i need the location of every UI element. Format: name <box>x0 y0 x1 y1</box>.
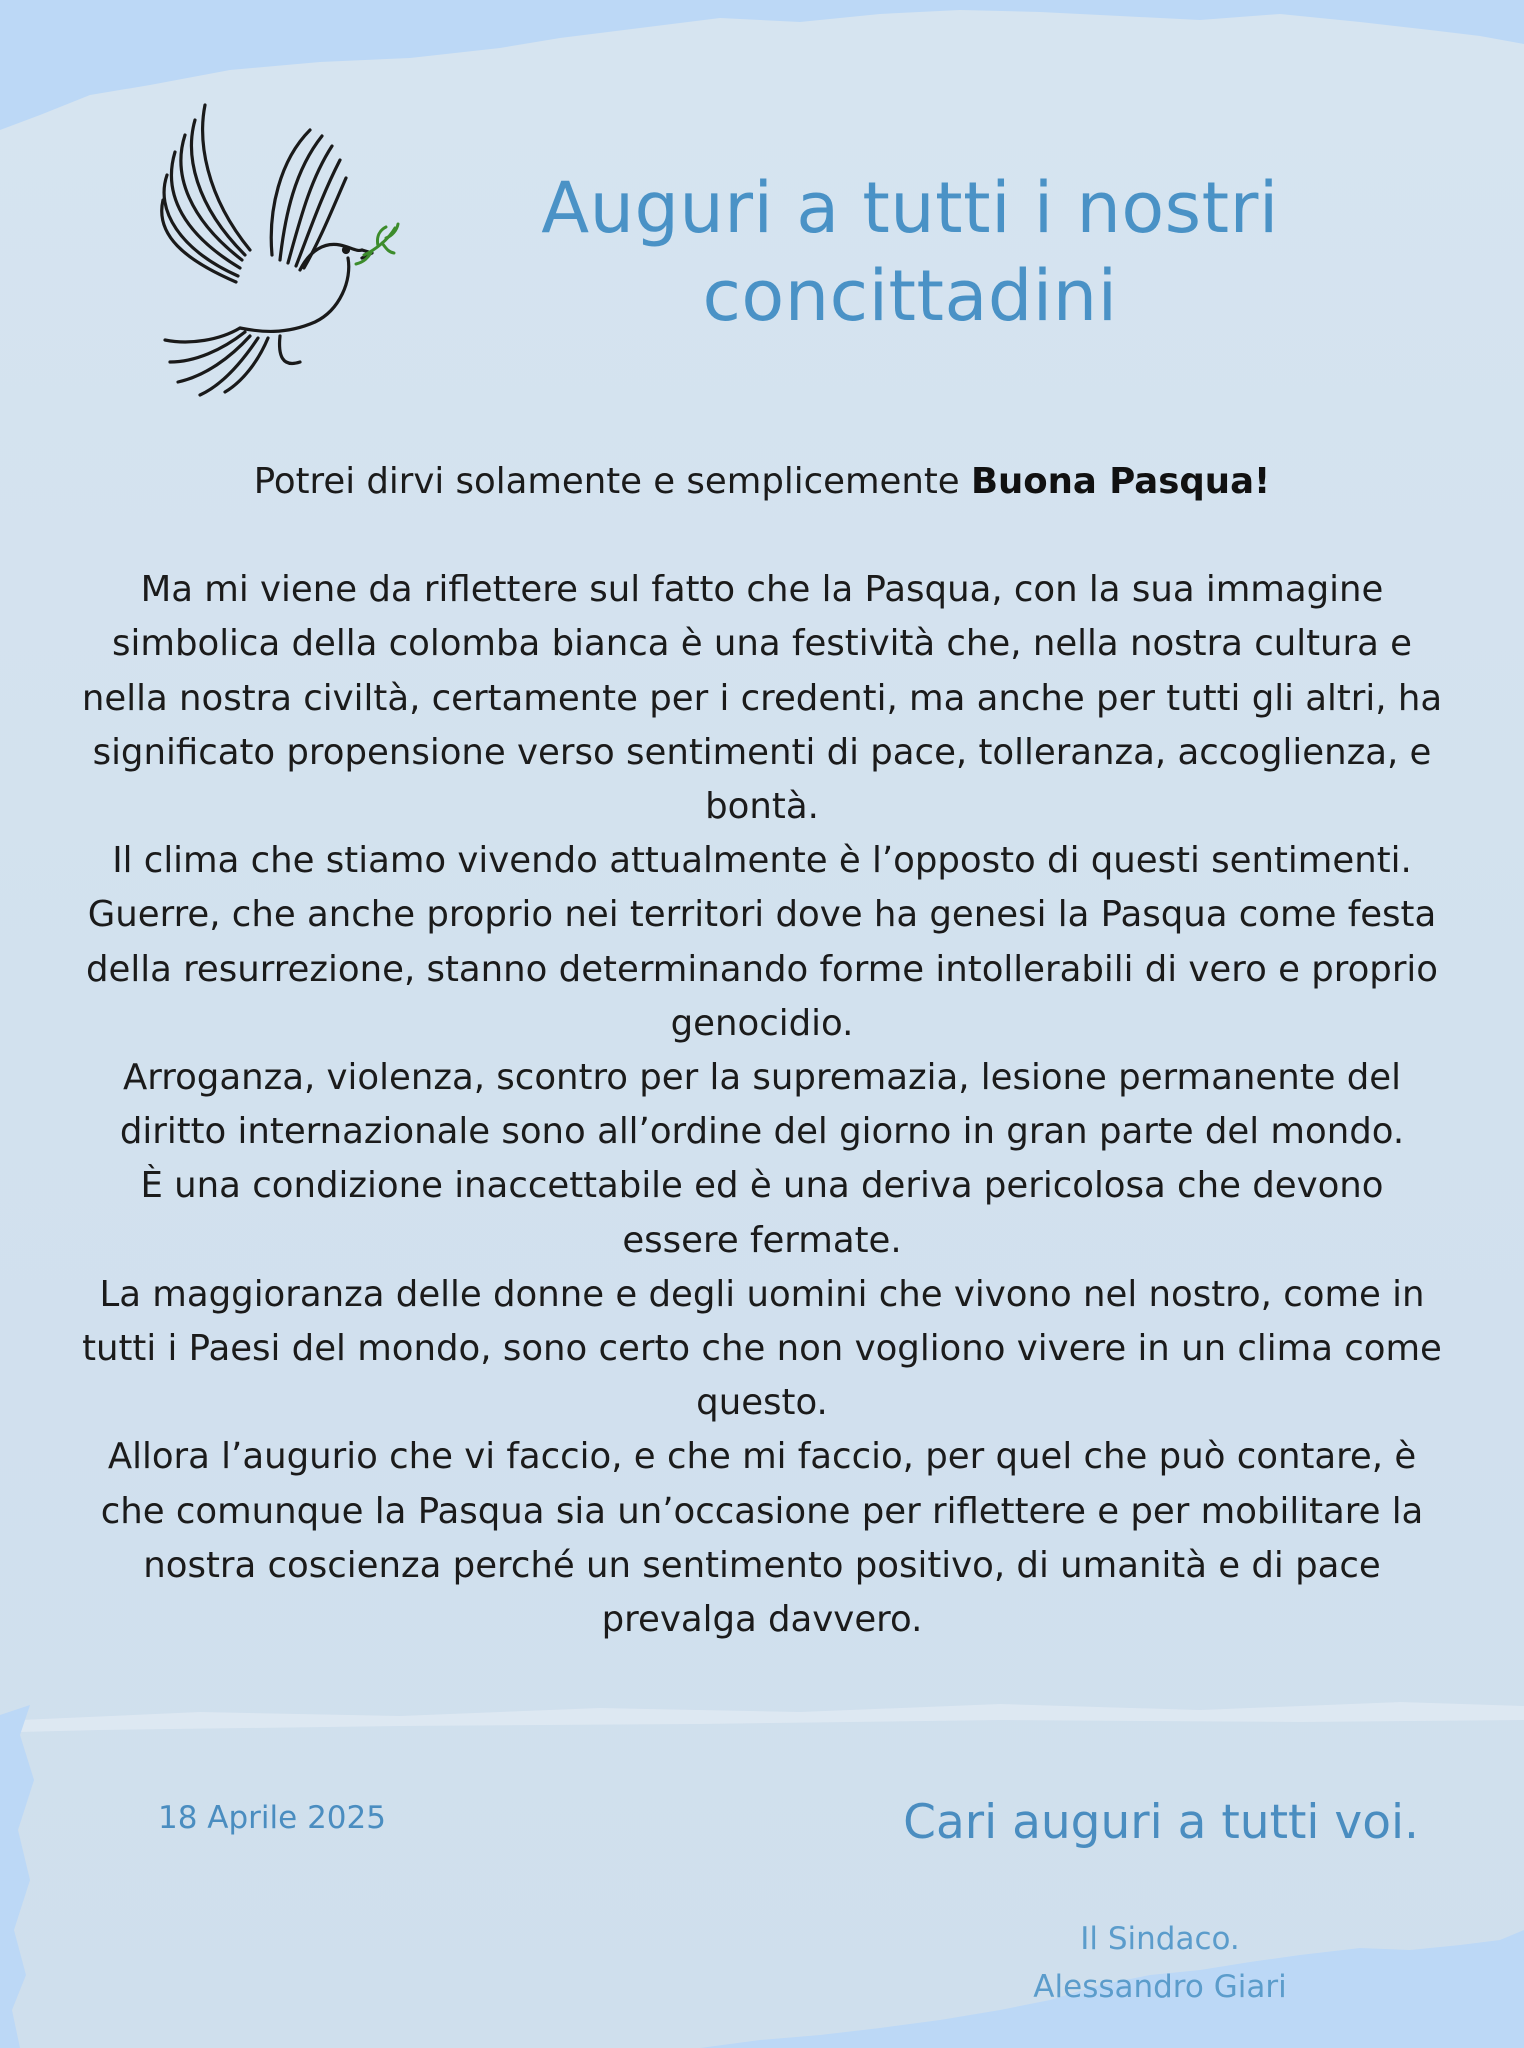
paragraph-1: Ma mi viene da riflettere sul fatto che la Pasqua, con la sua immagine simbolica della colomba bianca è una festività che, nella nostra cultura e nella nostra civiltà, certamente per i credenti, ma anche per tutti gli altri, ha significato propensione verso sentimenti di pace, tolleranza, accoglienza, e bontà. <box>81 569 1443 828</box>
paragraph-3: Guerre, che anche proprio nei territori dove ha genesi la Pasqua come festa della resurrezione, stanno determinando forme intollerabili di vero e proprio genocidio. <box>85 894 1439 1044</box>
title-line-2: concittadini <box>702 254 1118 337</box>
paragraph-5: È una condizione inaccettabile ed è una deriva pericolosa che devono essere fermate. <box>140 1165 1384 1261</box>
lead-sentence <box>80 455 1444 509</box>
paragraph-2: Il clima che stiamo vivendo attualmente è l’opposto di questi sentimenti. <box>112 840 1412 882</box>
signature-block <box>980 1915 1340 2011</box>
signature-name: Alessandro Giari <box>1033 1969 1287 2005</box>
signature-role: Il Sindaco. <box>1080 1921 1240 1957</box>
paragraph-6: La maggioranza delle donne e degli uomini che vivono nel nostro, come in tutti i Paesi del mondo, sono certo che non vogliono vivere in un clima come questo. <box>82 1273 1442 1424</box>
closing-greeting: Cari auguri a tutti voi. <box>903 1795 1419 1850</box>
paragraph-4: Arroganza, violenza, scontro per la supremazia, lesione permanente del diritto internazionale sono all’ordine del giorno in gran parte del mondo. <box>119 1057 1405 1153</box>
paragraph-spacer <box>80 509 1444 563</box>
letter-date: 18 Aprile 2025 <box>158 1800 386 1836</box>
lead-bold-greeting: Buona Pasqua! <box>970 461 1271 502</box>
title-line-1: Auguri a tutti i nostri <box>541 167 1279 249</box>
paragraph-7: Allora l’augurio che vi faccio, e che mi faccio, per quel che può contare, è che comunque la Pasqua sia un’occasione per riflettere e per mobilitare la nostra coscienza perché un sentimento positivo, di umanità e di pace prevalga davvero. <box>100 1436 1424 1641</box>
lead-text: Potrei dirvi solamente e semplicemente <box>253 461 971 502</box>
page-title <box>470 165 1350 340</box>
letter-body <box>80 455 1444 1647</box>
dove-with-olive-branch-icon <box>150 100 400 400</box>
